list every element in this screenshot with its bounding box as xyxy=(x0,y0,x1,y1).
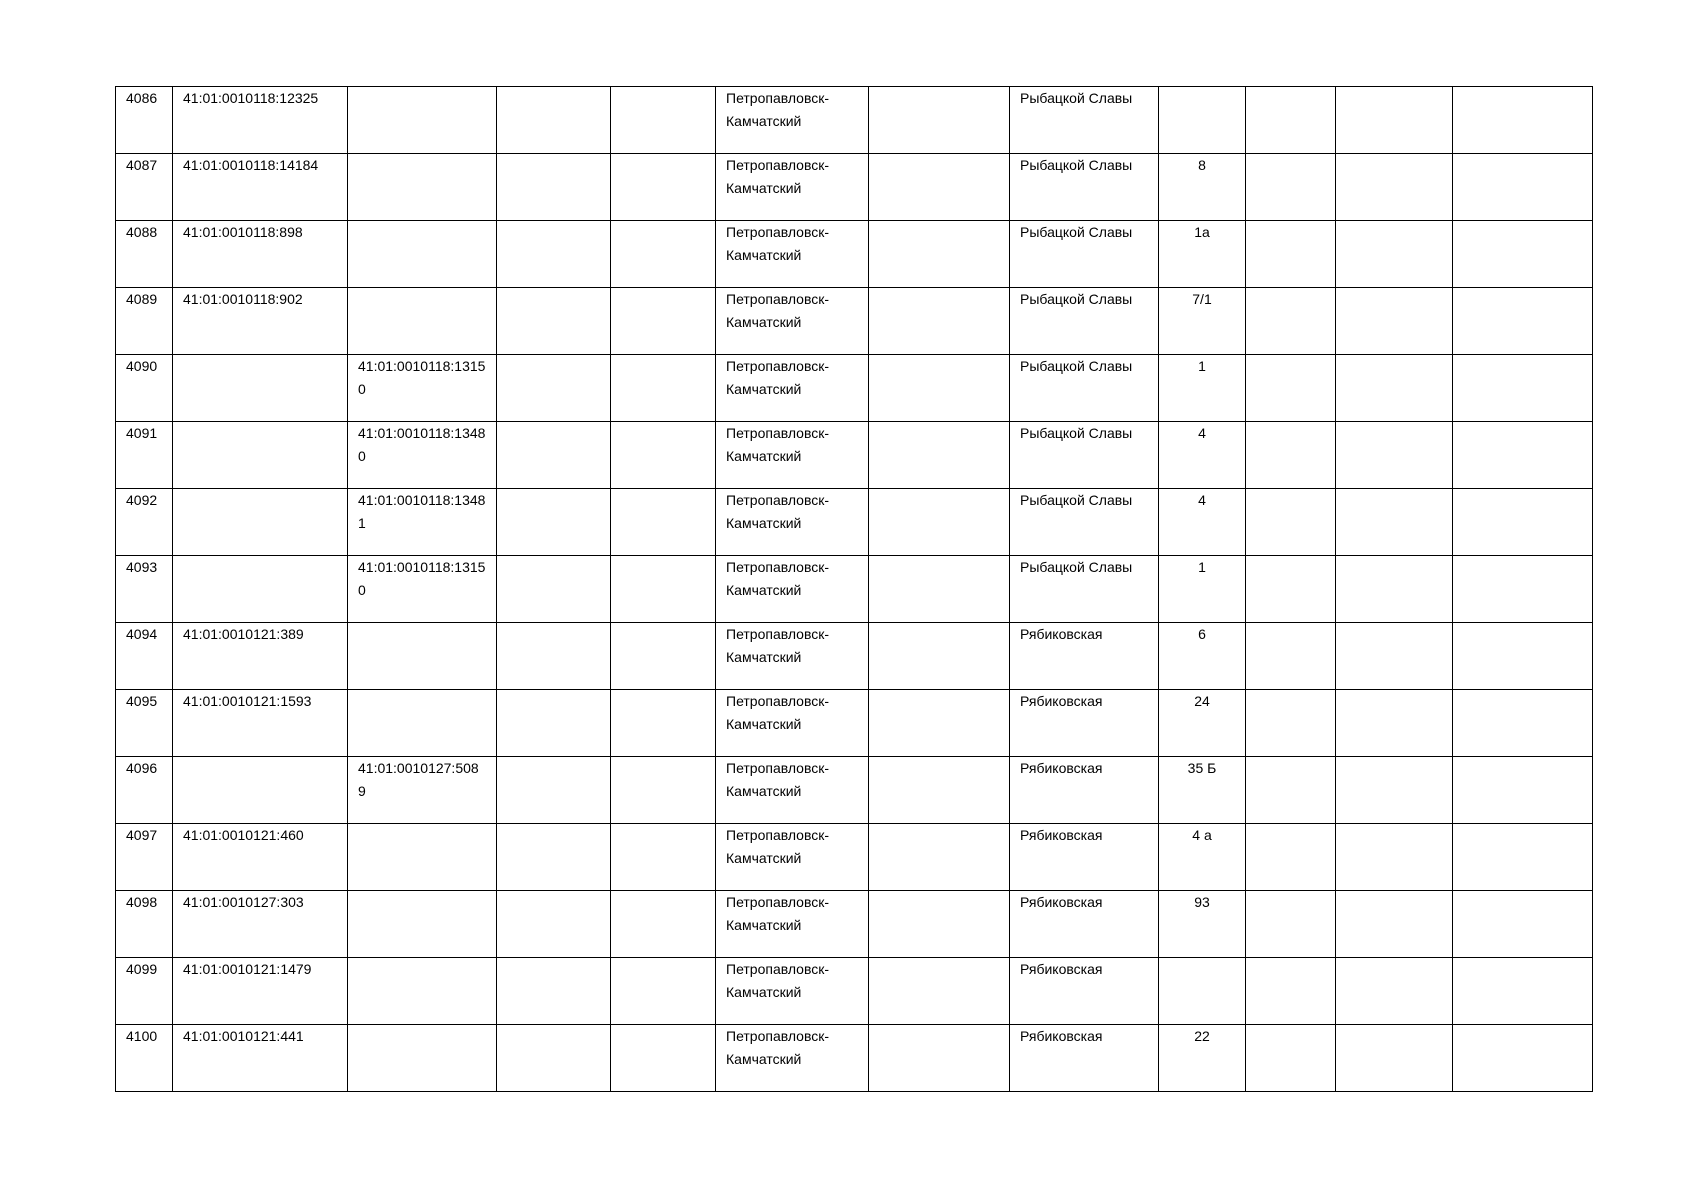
empty-cell xyxy=(611,221,716,288)
street-cell: Рыбацкой Славы xyxy=(1010,288,1159,355)
city-line-2: Камчатский xyxy=(726,448,802,464)
row-number: 4089 xyxy=(116,288,173,355)
city-line-2: Камчатский xyxy=(726,180,802,196)
related-cadastral-number-cell: 41:01:0010118:13481 xyxy=(348,489,497,556)
city-line-1: Петропавловск- xyxy=(726,224,830,240)
empty-cell xyxy=(869,489,1010,556)
city-line-1: Петропавловск- xyxy=(726,827,830,843)
city-cell xyxy=(716,422,869,489)
cadastral-number-cell: 41:01:0010118:902 xyxy=(173,288,348,355)
house-number-cell: 24 xyxy=(1159,690,1246,757)
empty-cell xyxy=(497,958,611,1025)
empty-cell xyxy=(869,1025,1010,1092)
cadastral-number-cell xyxy=(173,355,348,422)
empty-cell xyxy=(1246,489,1336,556)
city-line-2: Камчатский xyxy=(726,783,802,799)
cadastral-number-cell xyxy=(173,556,348,623)
table-row xyxy=(116,958,1593,1025)
empty-cell xyxy=(1246,221,1336,288)
empty-cell xyxy=(1336,87,1453,154)
empty-cell xyxy=(1336,288,1453,355)
empty-cell xyxy=(497,422,611,489)
cadastral-number-cell xyxy=(173,757,348,824)
related-cadastral-number-cell xyxy=(348,623,497,690)
empty-cell xyxy=(1246,690,1336,757)
city-line-2: Камчатский xyxy=(726,850,802,866)
table-row xyxy=(116,489,1593,556)
empty-cell xyxy=(611,1025,716,1092)
street-cell: Рябиковская xyxy=(1010,623,1159,690)
row-number: 4099 xyxy=(116,958,173,1025)
city-line-1: Петропавловск- xyxy=(726,961,830,977)
cadastral-number-cell: 41:01:0010121:441 xyxy=(173,1025,348,1092)
city-line-2: Камчатский xyxy=(726,582,802,598)
empty-cell xyxy=(1453,489,1593,556)
empty-cell xyxy=(611,958,716,1025)
city-line-1: Петропавловск- xyxy=(726,760,830,776)
empty-cell xyxy=(1246,422,1336,489)
row-number: 4088 xyxy=(116,221,173,288)
related-cadastral-number-cell xyxy=(348,1025,497,1092)
empty-cell xyxy=(611,757,716,824)
empty-cell xyxy=(1453,757,1593,824)
row-number: 4086 xyxy=(116,87,173,154)
street-cell: Рыбацкой Славы xyxy=(1010,556,1159,623)
city-cell xyxy=(716,690,869,757)
city-line-1: Петропавловск- xyxy=(726,894,830,910)
empty-cell xyxy=(1246,355,1336,422)
empty-cell xyxy=(497,690,611,757)
row-number: 4097 xyxy=(116,824,173,891)
street-cell: Рыбацкой Славы xyxy=(1010,355,1159,422)
house-number-cell: 93 xyxy=(1159,891,1246,958)
related-cadastral-number-cell xyxy=(348,891,497,958)
table-row xyxy=(116,154,1593,221)
empty-cell xyxy=(497,1025,611,1092)
empty-cell xyxy=(869,422,1010,489)
empty-cell xyxy=(497,87,611,154)
empty-cell xyxy=(1453,221,1593,288)
empty-cell xyxy=(1336,891,1453,958)
empty-cell xyxy=(497,623,611,690)
cadastral-number-cell xyxy=(173,422,348,489)
street-cell: Рябиковская xyxy=(1010,958,1159,1025)
related-cadastral-number-cell xyxy=(348,87,497,154)
cadastral-number-cell: 41:01:0010121:1479 xyxy=(173,958,348,1025)
cadastral-number-cell: 41:01:0010121:460 xyxy=(173,824,348,891)
empty-cell xyxy=(1336,958,1453,1025)
empty-cell xyxy=(611,623,716,690)
empty-cell xyxy=(1453,690,1593,757)
empty-cell xyxy=(1336,1025,1453,1092)
house-number-cell: 1а xyxy=(1159,221,1246,288)
empty-cell xyxy=(1246,288,1336,355)
empty-cell xyxy=(1453,891,1593,958)
empty-cell xyxy=(1246,891,1336,958)
empty-cell xyxy=(497,757,611,824)
empty-cell xyxy=(611,489,716,556)
city-line-2: Камчатский xyxy=(726,247,802,263)
empty-cell xyxy=(1336,556,1453,623)
city-line-1: Петропавловск- xyxy=(726,492,830,508)
empty-cell xyxy=(611,87,716,154)
table-row xyxy=(116,690,1593,757)
address-registry-table xyxy=(115,86,1593,1092)
table-row xyxy=(116,288,1593,355)
empty-cell xyxy=(1246,958,1336,1025)
empty-cell xyxy=(1336,154,1453,221)
city-line-1: Петропавловск- xyxy=(726,291,830,307)
empty-cell xyxy=(1453,958,1593,1025)
cadastral-number-cell: 41:01:0010121:1593 xyxy=(173,690,348,757)
empty-cell xyxy=(1246,154,1336,221)
cadastral-number-cell: 41:01:0010118:14184 xyxy=(173,154,348,221)
city-line-2: Камчатский xyxy=(726,917,802,933)
empty-cell xyxy=(869,556,1010,623)
city-cell xyxy=(716,556,869,623)
empty-cell xyxy=(1336,690,1453,757)
empty-cell xyxy=(1453,1025,1593,1092)
city-cell xyxy=(716,1025,869,1092)
house-number-cell: 4 а xyxy=(1159,824,1246,891)
row-number: 4087 xyxy=(116,154,173,221)
city-line-2: Камчатский xyxy=(726,649,802,665)
house-number-cell: 4 xyxy=(1159,422,1246,489)
city-line-1: Петропавловск- xyxy=(726,693,830,709)
empty-cell xyxy=(611,891,716,958)
row-number: 4092 xyxy=(116,489,173,556)
empty-cell xyxy=(611,288,716,355)
city-line-1: Петропавловск- xyxy=(726,559,830,575)
related-cadastral-number-cell xyxy=(348,958,497,1025)
related-cadastral-number-cell xyxy=(348,690,497,757)
street-cell: Рябиковская xyxy=(1010,690,1159,757)
house-number-cell: 22 xyxy=(1159,1025,1246,1092)
street-cell: Рыбацкой Славы xyxy=(1010,154,1159,221)
empty-cell xyxy=(497,154,611,221)
table-row xyxy=(116,623,1593,690)
row-number: 4090 xyxy=(116,355,173,422)
street-cell: Рябиковская xyxy=(1010,757,1159,824)
empty-cell xyxy=(611,154,716,221)
empty-cell xyxy=(1336,623,1453,690)
registry-body xyxy=(116,87,1593,1092)
table-row xyxy=(116,355,1593,422)
house-number-cell xyxy=(1159,87,1246,154)
table-row xyxy=(116,556,1593,623)
cadastral-number-cell: 41:01:0010118:898 xyxy=(173,221,348,288)
row-number: 4095 xyxy=(116,690,173,757)
table-row xyxy=(116,824,1593,891)
city-cell xyxy=(716,824,869,891)
table-row xyxy=(116,422,1593,489)
city-cell xyxy=(716,489,869,556)
empty-cell xyxy=(1453,87,1593,154)
empty-cell xyxy=(1246,556,1336,623)
city-line-1: Петропавловск- xyxy=(726,358,830,374)
empty-cell xyxy=(497,891,611,958)
empty-cell xyxy=(497,824,611,891)
empty-cell xyxy=(869,757,1010,824)
empty-cell xyxy=(1246,623,1336,690)
table-row xyxy=(116,1025,1593,1092)
empty-cell xyxy=(1453,355,1593,422)
city-line-2: Камчатский xyxy=(726,314,802,330)
house-number-cell: 6 xyxy=(1159,623,1246,690)
empty-cell xyxy=(869,355,1010,422)
empty-cell xyxy=(869,623,1010,690)
row-number: 4098 xyxy=(116,891,173,958)
city-cell xyxy=(716,288,869,355)
cadastral-number-cell: 41:01:0010127:303 xyxy=(173,891,348,958)
table-row xyxy=(116,757,1593,824)
empty-cell xyxy=(869,958,1010,1025)
city-cell xyxy=(716,154,869,221)
empty-cell xyxy=(1336,422,1453,489)
city-line-2: Камчатский xyxy=(726,716,802,732)
empty-cell xyxy=(1453,154,1593,221)
empty-cell xyxy=(1453,556,1593,623)
empty-cell xyxy=(1336,355,1453,422)
related-cadastral-number-cell: 41:01:0010118:13480 xyxy=(348,422,497,489)
related-cadastral-number-cell: 41:01:0010118:13150 xyxy=(348,556,497,623)
row-number: 4100 xyxy=(116,1025,173,1092)
city-line-1: Петропавловск- xyxy=(726,157,830,173)
table-row xyxy=(116,221,1593,288)
city-cell xyxy=(716,87,869,154)
house-number-cell: 35 Б xyxy=(1159,757,1246,824)
empty-cell xyxy=(611,824,716,891)
empty-cell xyxy=(869,891,1010,958)
related-cadastral-number-cell xyxy=(348,824,497,891)
related-cadastral-number-cell xyxy=(348,221,497,288)
city-cell xyxy=(716,757,869,824)
empty-cell xyxy=(869,221,1010,288)
empty-cell xyxy=(1246,824,1336,891)
house-number-cell: 1 xyxy=(1159,355,1246,422)
empty-cell xyxy=(1246,757,1336,824)
city-cell xyxy=(716,958,869,1025)
empty-cell xyxy=(611,556,716,623)
street-cell: Рыбацкой Славы xyxy=(1010,489,1159,556)
street-cell: Рябиковская xyxy=(1010,1025,1159,1092)
related-cadastral-number-cell xyxy=(348,154,497,221)
empty-cell xyxy=(869,288,1010,355)
street-cell: Рябиковская xyxy=(1010,891,1159,958)
table-row xyxy=(116,891,1593,958)
empty-cell xyxy=(1453,623,1593,690)
empty-cell xyxy=(611,355,716,422)
empty-cell xyxy=(1453,288,1593,355)
empty-cell xyxy=(497,221,611,288)
city-line-2: Камчатский xyxy=(726,984,802,1000)
street-cell: Рыбацкой Славы xyxy=(1010,87,1159,154)
cadastral-number-cell: 41:01:0010121:389 xyxy=(173,623,348,690)
city-cell xyxy=(716,221,869,288)
empty-cell xyxy=(1336,489,1453,556)
empty-cell xyxy=(497,556,611,623)
city-line-2: Камчатский xyxy=(726,113,802,129)
empty-cell xyxy=(1246,87,1336,154)
table-row xyxy=(116,87,1593,154)
row-number: 4093 xyxy=(116,556,173,623)
empty-cell xyxy=(1246,1025,1336,1092)
cadastral-number-cell xyxy=(173,489,348,556)
house-number-cell: 7/1 xyxy=(1159,288,1246,355)
city-line-1: Петропавловск- xyxy=(726,90,830,106)
empty-cell xyxy=(497,489,611,556)
related-cadastral-number-cell: 41:01:0010118:13150 xyxy=(348,355,497,422)
city-line-1: Петропавловск- xyxy=(726,425,830,441)
city-line-2: Камчатский xyxy=(726,515,802,531)
empty-cell xyxy=(1453,824,1593,891)
city-cell xyxy=(716,891,869,958)
city-line-1: Петропавловск- xyxy=(726,1028,830,1044)
row-number: 4091 xyxy=(116,422,173,489)
city-line-2: Камчатский xyxy=(726,1051,802,1067)
city-cell xyxy=(716,623,869,690)
empty-cell xyxy=(1336,221,1453,288)
street-cell: Рыбацкой Славы xyxy=(1010,221,1159,288)
city-cell xyxy=(716,355,869,422)
related-cadastral-number-cell: 41:01:0010127:5089 xyxy=(348,757,497,824)
street-cell: Рыбацкой Славы xyxy=(1010,422,1159,489)
empty-cell xyxy=(1336,824,1453,891)
city-line-1: Петропавловск- xyxy=(726,626,830,642)
street-cell: Рябиковская xyxy=(1010,824,1159,891)
house-number-cell: 4 xyxy=(1159,489,1246,556)
house-number-cell: 8 xyxy=(1159,154,1246,221)
cadastral-number-cell: 41:01:0010118:12325 xyxy=(173,87,348,154)
city-line-2: Камчатский xyxy=(726,381,802,397)
empty-cell xyxy=(611,422,716,489)
empty-cell xyxy=(1336,757,1453,824)
empty-cell xyxy=(497,355,611,422)
house-number-cell: 1 xyxy=(1159,556,1246,623)
empty-cell xyxy=(869,824,1010,891)
related-cadastral-number-cell xyxy=(348,288,497,355)
empty-cell xyxy=(1453,422,1593,489)
empty-cell xyxy=(611,690,716,757)
empty-cell xyxy=(869,154,1010,221)
row-number: 4096 xyxy=(116,757,173,824)
empty-cell xyxy=(869,87,1010,154)
house-number-cell xyxy=(1159,958,1246,1025)
empty-cell xyxy=(869,690,1010,757)
row-number: 4094 xyxy=(116,623,173,690)
empty-cell xyxy=(497,288,611,355)
